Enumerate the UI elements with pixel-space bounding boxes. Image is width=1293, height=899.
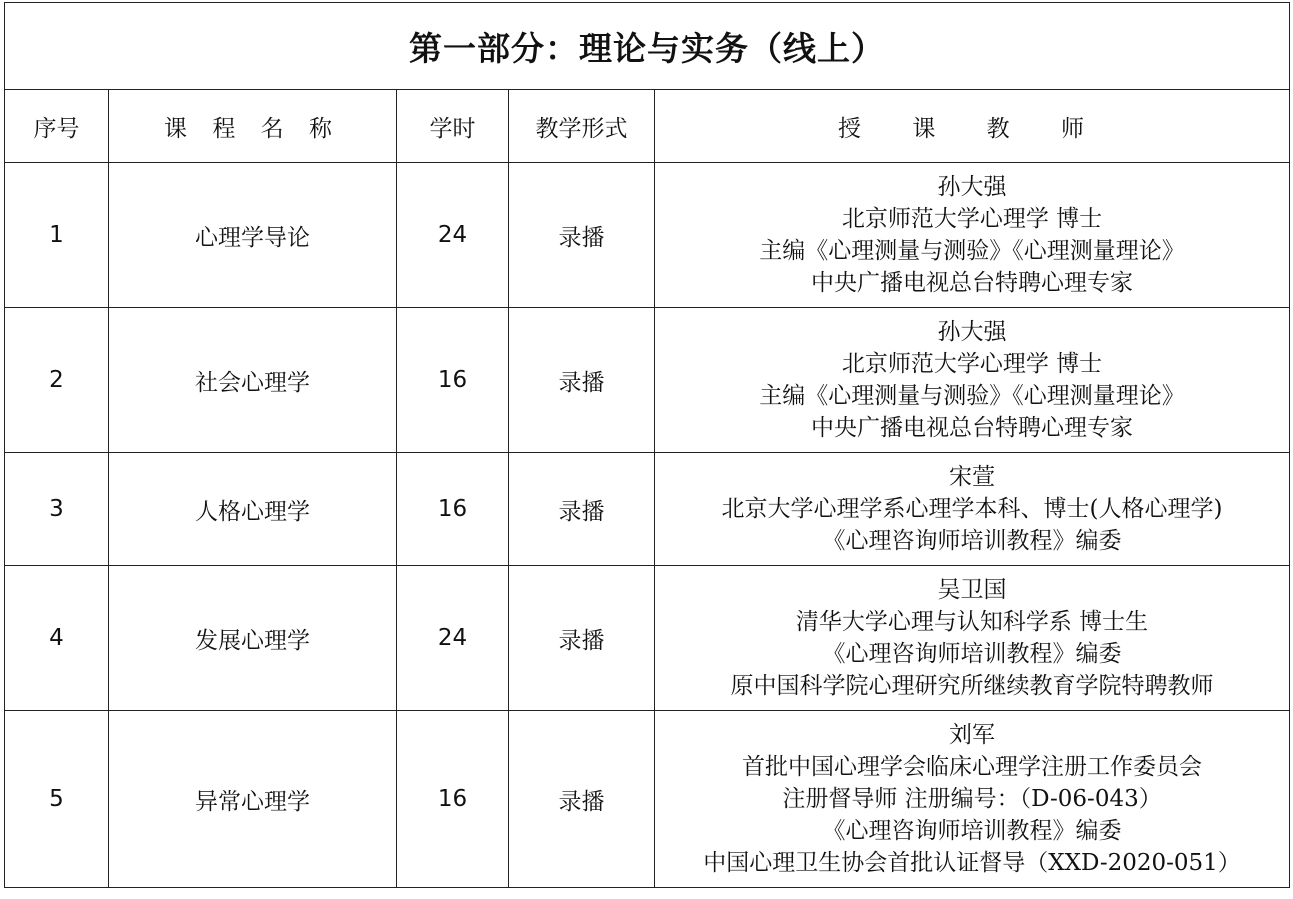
teacher-cell	[655, 308, 1290, 453]
table-row	[5, 711, 1290, 888]
header-format: 教学形式	[509, 90, 655, 163]
course-cell: 异常心理学	[109, 711, 397, 888]
table-row	[5, 308, 1290, 453]
teacher-name: 孙大强	[937, 174, 1007, 200]
teacher-line: 原中国科学院心理研究所继续教育学院特聘教师	[730, 673, 1214, 699]
table-row	[5, 453, 1290, 566]
teacher-cell	[655, 566, 1290, 711]
seq-cell: 2	[5, 308, 109, 453]
table-title: 第一部分：理论与实务（线上）	[5, 3, 1290, 90]
teacher-line: 《心理咨询师培训教程》编委	[822, 818, 1122, 844]
teacher-cell	[655, 453, 1290, 566]
seq-cell: 4	[5, 566, 109, 711]
title-row	[5, 3, 1290, 90]
header-hours: 学时	[397, 90, 509, 163]
teacher-line: 注册督导师 注册编号：（D-06-043）	[782, 786, 1162, 812]
header-teacher: 授 课 教 师	[655, 90, 1290, 163]
table-row	[5, 566, 1290, 711]
teacher-line: 北京师范大学心理学 博士	[841, 206, 1103, 232]
teacher-line: 清华大学心理与认知科学系 博士生	[795, 609, 1149, 635]
teacher-line: 主编《心理测量与测验》《心理测量理论》	[759, 238, 1185, 264]
teacher-line: 中央广播电视总台特聘心理专家	[811, 415, 1134, 441]
course-cell: 社会心理学	[109, 308, 397, 453]
course-cell: 人格心理学	[109, 453, 397, 566]
course-cell: 心理学导论	[109, 163, 397, 308]
teacher-line: 中国心理卫生协会首批认证督导（XXD-2020-051）	[703, 850, 1241, 876]
seq-cell: 5	[5, 711, 109, 888]
teacher-line: 主编《心理测量与测验》《心理测量理论》	[759, 383, 1185, 409]
seq-cell: 3	[5, 453, 109, 566]
teacher-name: 吴卫国	[937, 577, 1007, 603]
hours-cell: 16	[397, 453, 509, 566]
hours-cell: 16	[397, 711, 509, 888]
format-cell: 录播	[509, 566, 655, 711]
teacher-line: 《心理咨询师培训教程》编委	[822, 528, 1122, 554]
format-cell: 录播	[509, 453, 655, 566]
teacher-line: 《心理咨询师培训教程》编委	[822, 641, 1122, 667]
format-cell: 录播	[509, 163, 655, 308]
header-course: 课 程 名 称	[109, 90, 397, 163]
teacher-line: 北京大学心理学系心理学本科、博士(人格心理学)	[721, 496, 1223, 522]
format-cell: 录播	[509, 308, 655, 453]
hours-cell: 24	[397, 566, 509, 711]
table-row	[5, 163, 1290, 308]
format-cell: 录播	[509, 711, 655, 888]
hours-cell: 24	[397, 163, 509, 308]
teacher-name: 孙大强	[937, 319, 1007, 345]
teacher-line: 北京师范大学心理学 博士	[841, 351, 1103, 377]
teacher-cell	[655, 711, 1290, 888]
header-row	[5, 90, 1290, 163]
course-table	[4, 2, 1290, 888]
course-cell: 发展心理学	[109, 566, 397, 711]
teacher-name: 宋萱	[949, 464, 996, 490]
teacher-line: 中央广播电视总台特聘心理专家	[811, 270, 1134, 296]
hours-cell: 16	[397, 308, 509, 453]
teacher-cell	[655, 163, 1290, 308]
teacher-name: 刘军	[949, 722, 996, 748]
teacher-line: 首批中国心理学会临床心理学注册工作委员会	[742, 754, 1203, 780]
seq-cell: 1	[5, 163, 109, 308]
header-seq: 序号	[5, 90, 109, 163]
course-table-container	[4, 2, 1289, 888]
